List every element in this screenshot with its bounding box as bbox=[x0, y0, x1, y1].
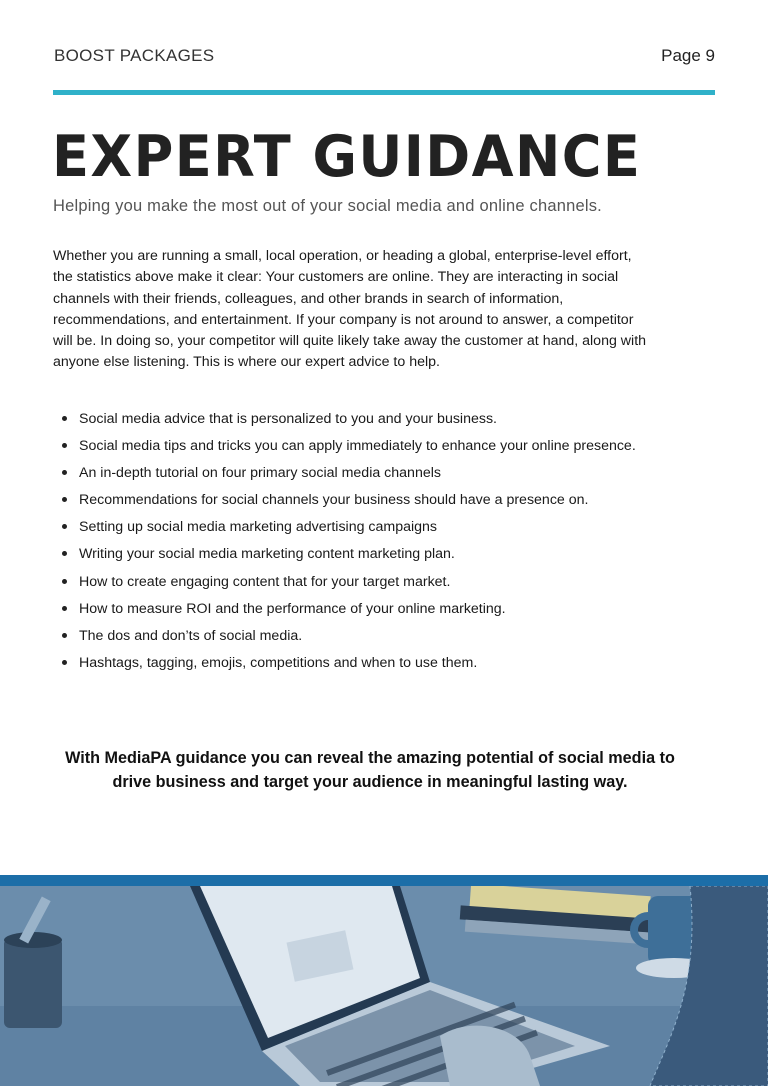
paragraph-line: the statistics above make it clear: Your customers are online. They are interacting in social bbox=[53, 269, 619, 286]
list-item-text: Recommendations for social channels your business should have a presence on. bbox=[79, 492, 589, 509]
bullet-icon bbox=[62, 660, 67, 665]
list-item bbox=[53, 408, 636, 435]
page-title: EXPERT GUIDANCE bbox=[52, 124, 642, 190]
list-item-text: The dos and don’ts of social media. bbox=[79, 627, 303, 644]
bullet-icon bbox=[62, 606, 67, 611]
bullet-icon bbox=[62, 443, 67, 448]
paragraph-line: anyone else listening. This is where our expert advice to help. bbox=[53, 354, 440, 371]
paragraph-line: will be. In doing so, your competitor will quite likely take away the customer at hand, along with bbox=[53, 333, 647, 350]
laptop-desk-illustration bbox=[0, 886, 768, 1086]
closing-statement bbox=[0, 746, 740, 794]
bullet-icon bbox=[62, 416, 67, 421]
bullet-icon bbox=[62, 633, 67, 638]
list-item-text: Social media tips and tricks you can apply immediately to enhance your online presence. bbox=[79, 438, 636, 455]
bullet-icon bbox=[62, 579, 67, 584]
bullet-icon bbox=[62, 497, 67, 502]
list-item bbox=[53, 489, 636, 516]
paragraph-line: recommendations, and entertainment. If your company is not around to answer, a competitor bbox=[53, 311, 634, 328]
list-item-text: Writing your social media marketing content marketing plan. bbox=[79, 546, 455, 563]
closing-line: With MediaPA guidance you can reveal the amazing potential of social media to bbox=[65, 749, 675, 767]
list-item bbox=[53, 625, 636, 652]
benefits-list bbox=[53, 408, 636, 679]
closing-line: drive business and target your audience in meaningful lasting way. bbox=[112, 773, 628, 791]
page-subtitle: Helping you make the most out of your social media and online channels. bbox=[53, 197, 602, 215]
bullet-icon bbox=[62, 470, 67, 475]
list-item bbox=[53, 598, 636, 625]
bullet-icon bbox=[62, 524, 67, 529]
header-divider bbox=[53, 90, 715, 95]
list-item bbox=[53, 435, 636, 462]
section-label: BOOST PACKAGES bbox=[54, 46, 215, 65]
list-item-text: Social media advice that is personalized to you and your business. bbox=[79, 411, 497, 427]
bullet-icon bbox=[62, 551, 67, 556]
intro-paragraph bbox=[53, 246, 653, 374]
list-item bbox=[53, 516, 636, 543]
list-item bbox=[53, 462, 636, 489]
list-item-text: Setting up social media marketing advertising campaigns bbox=[79, 519, 438, 536]
list-item-text: An in-depth tutorial on four primary social media channels bbox=[79, 465, 441, 482]
list-item bbox=[53, 543, 636, 570]
laptop-photo bbox=[0, 875, 768, 1086]
list-item bbox=[53, 571, 636, 598]
list-item-text: How to create engaging content that for your target market. bbox=[79, 573, 451, 590]
paragraph-line: Whether you are running a small, local operation, or heading a global, enterprise-level effort, bbox=[53, 248, 632, 264]
page-number: Page 9 bbox=[661, 46, 715, 65]
paragraph-line: channels with their friends, colleagues, and other brands in search of information, bbox=[53, 290, 564, 307]
list-item bbox=[53, 652, 636, 679]
list-item-text: How to measure ROI and the performance of your online marketing. bbox=[79, 600, 506, 617]
list-item-text: Hashtags, tagging, emojis, competitions and when to use them. bbox=[79, 654, 478, 671]
